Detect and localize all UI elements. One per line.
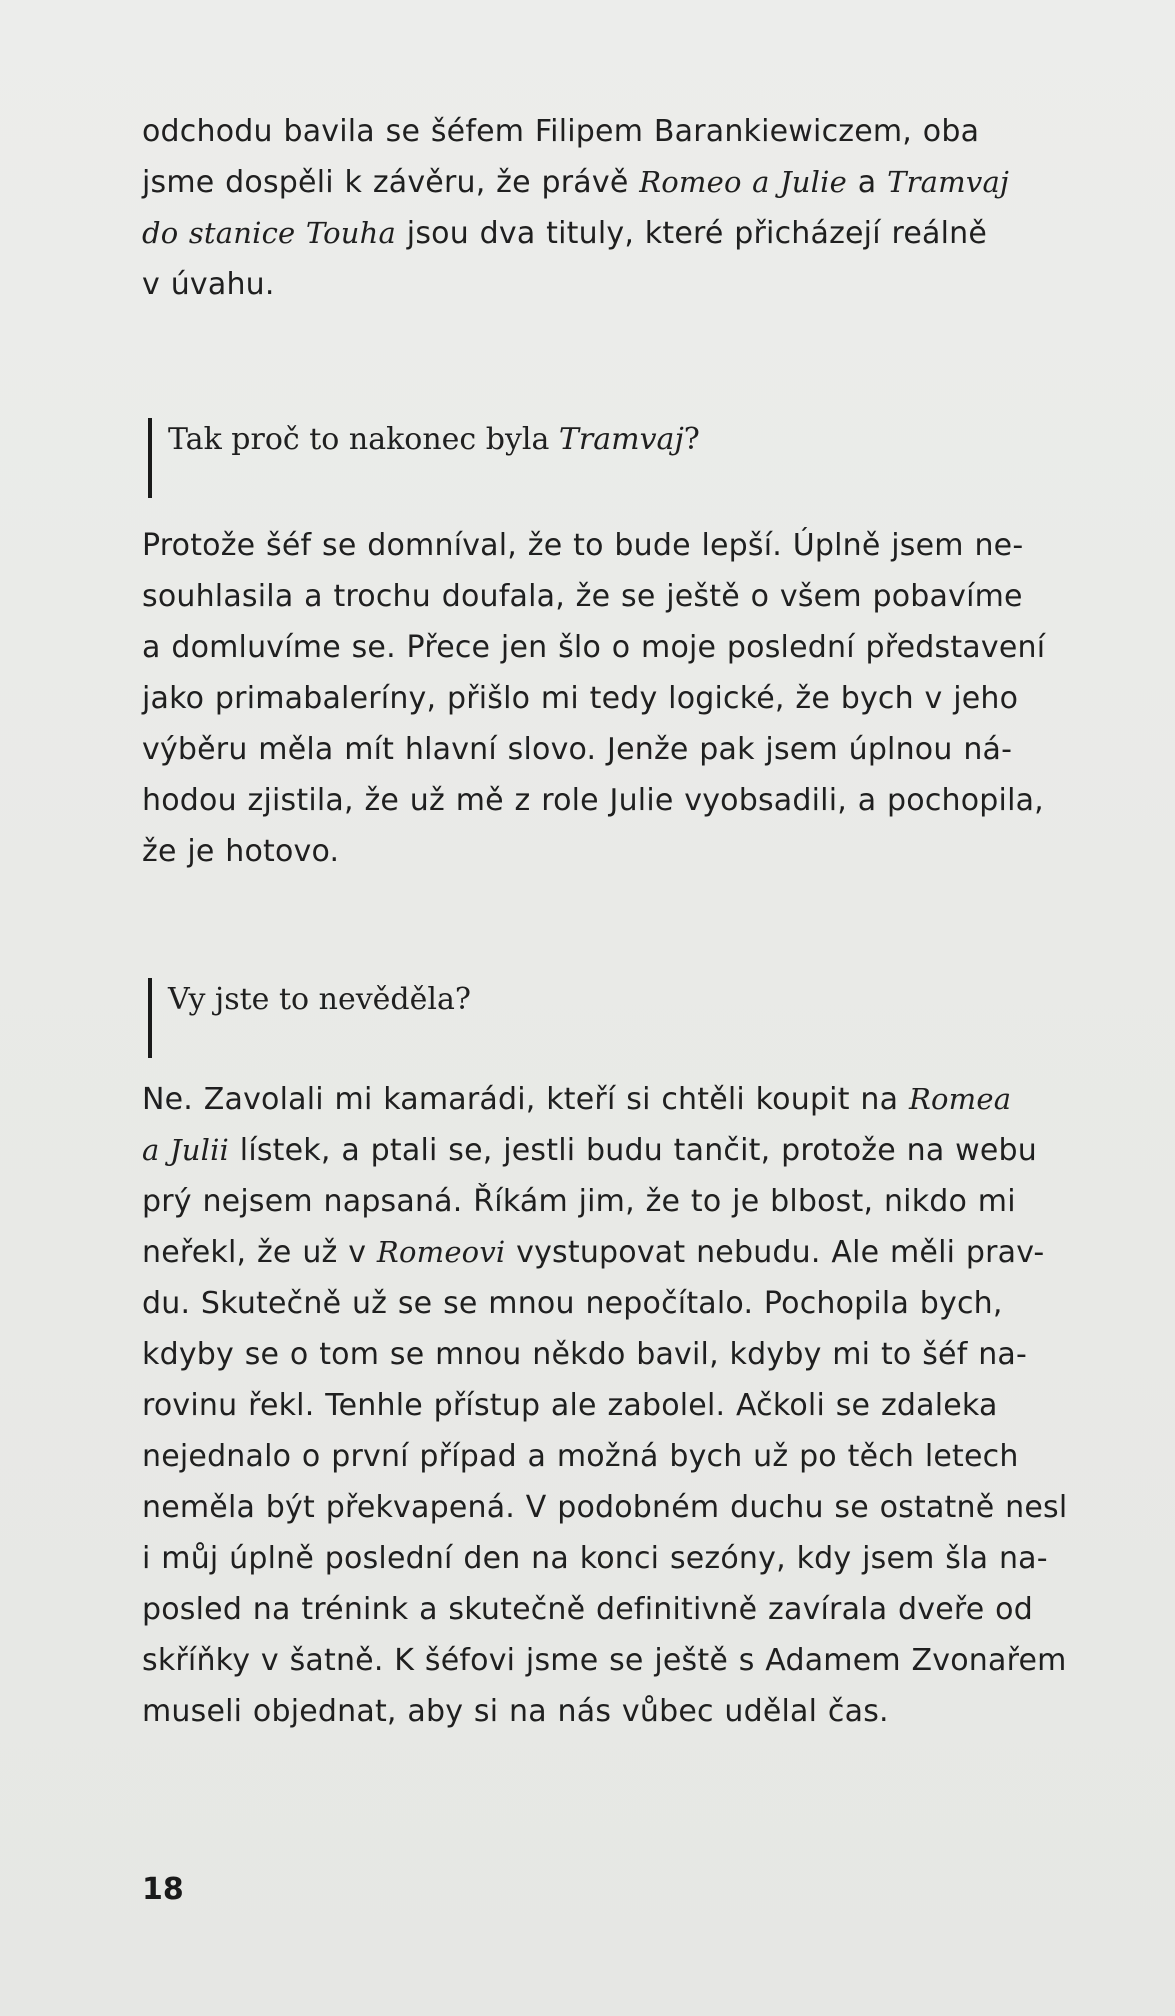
paragraph-3-line [142, 1278, 1080, 1329]
body-text: lístek, a ptali se, jestli budu tančit, protože na webu [229, 1133, 1037, 1168]
italic-title-text: Tramvaj [887, 165, 1010, 199]
question-text [168, 420, 700, 460]
paragraph-1-line [142, 106, 1080, 157]
question-text-part: Tak proč to nakonec byla [168, 422, 559, 457]
paragraph-2-line [142, 571, 1080, 622]
body-text: a [847, 165, 888, 200]
body-text: odchodu bavila se šéfem Filipem Barankiewiczem, oba [142, 114, 980, 149]
paragraph-2-line [142, 775, 1080, 826]
body-text: Ne. Zavolali mi kamarádi, kteří si chtěli koupit na [142, 1082, 909, 1117]
body-text: neměla být překvapená. V podobném duchu se ostatně nesl [142, 1490, 1068, 1525]
body-text: vystupovat nebudu. Ale měli prav- [505, 1235, 1045, 1270]
body-text: nejednalo o první případ a možná bych už po těch letech [142, 1439, 1019, 1474]
paragraph-2-line [142, 673, 1080, 724]
paragraph-3-line [142, 1431, 1080, 1482]
question-text-part: ? [683, 422, 700, 457]
body-text: výběru měla mít hlavní slovo. Jenže pak jsem úplnou ná- [142, 732, 1013, 767]
italic-title-text: Romeovi [376, 1235, 506, 1269]
question-text-part: Vy jste to nevěděla? [168, 982, 471, 1017]
paragraph-2-line [142, 520, 1080, 571]
italic-title-text: do stanice Touha [142, 216, 397, 250]
paragraph-2-line [142, 826, 1080, 877]
question-text [168, 980, 471, 1020]
paragraph-1-line [142, 259, 1080, 310]
paragraph-2 [142, 520, 1080, 877]
body-text: kdyby se o tom se mnou někdo bavil, kdyby mi to šéf na- [142, 1337, 1028, 1372]
body-text: v úvahu. [142, 267, 275, 302]
body-text: a domluvíme se. Přece jen šlo o moje poslední představení [142, 630, 1046, 665]
body-text: neřekl, že už v [142, 1235, 377, 1270]
body-text: hodou zjistila, že už mě z role Julie vyobsadili, a pochopila, [142, 783, 1044, 818]
paragraph-3-line [142, 1176, 1080, 1227]
question-text-italic: Tramvaj [558, 422, 684, 457]
paragraph-3 [142, 1074, 1080, 1737]
paragraph-3-line [142, 1125, 1080, 1176]
body-text: jsou dva tituly, které přicházejí reálně [396, 216, 987, 251]
body-text: Protože šéf se domníval, že to bude lepší. Úplně jsem ne- [142, 528, 1024, 563]
paragraph-1-line [142, 157, 1080, 208]
body-text: skříňky v šatně. K šéfovi jsme se ještě s Adamem Zvonařem [142, 1643, 1067, 1678]
italic-title-text: Romea [908, 1082, 1012, 1116]
paragraph-2-line [142, 622, 1080, 673]
paragraph-3-line [142, 1482, 1080, 1533]
body-text: souhlasila a trochu doufala, že se ještě o všem pobavíme [142, 579, 1023, 614]
body-text: že je hotovo. [142, 834, 340, 869]
paragraph-1-line [142, 208, 1080, 259]
italic-title-text: a Julii [142, 1133, 230, 1167]
paragraph-3-line [142, 1584, 1080, 1635]
paragraph-3-line [142, 1635, 1080, 1686]
paragraph-3-line [142, 1227, 1080, 1278]
body-text: i můj úplně poslední den na konci sezóny, kdy jsem šla na- [142, 1541, 1048, 1576]
page-number: 18 [142, 1872, 184, 1907]
body-text: du. Skutečně už se se mnou nepočítalo. Pochopila bych, [142, 1286, 1003, 1321]
body-text: posled na trénink a skutečně definitivně zavírala dveře od [142, 1592, 1033, 1627]
paragraph-3-line [142, 1074, 1080, 1125]
paragraph-2-line [142, 724, 1080, 775]
body-text: prý nejsem napsaná. Říkám jim, že to je blbost, nikdo mi [142, 1184, 1016, 1219]
body-text: jako primabaleríny, přišlo mi tedy logické, že bych v jeho [142, 681, 1019, 716]
paragraph-3-line [142, 1380, 1080, 1431]
body-text: rovinu řekl. Tenhle přístup ale zabolel. Ačkoli se zdaleka [142, 1388, 998, 1423]
body-text: jsme dospěli k závěru, že právě [142, 165, 640, 200]
paragraph-3-line [142, 1533, 1080, 1584]
question-marker-bar [148, 418, 152, 498]
interview-question-1 [148, 418, 1068, 498]
paragraph-3-line [142, 1329, 1080, 1380]
paragraph-1 [142, 106, 1080, 310]
body-text: museli objednat, aby si na nás vůbec udělal čas. [142, 1694, 889, 1729]
italic-title-text: Romeo a Julie [639, 165, 847, 199]
paragraph-3-line [142, 1686, 1080, 1737]
question-marker-bar [148, 978, 152, 1058]
interview-question-2 [148, 978, 1068, 1058]
